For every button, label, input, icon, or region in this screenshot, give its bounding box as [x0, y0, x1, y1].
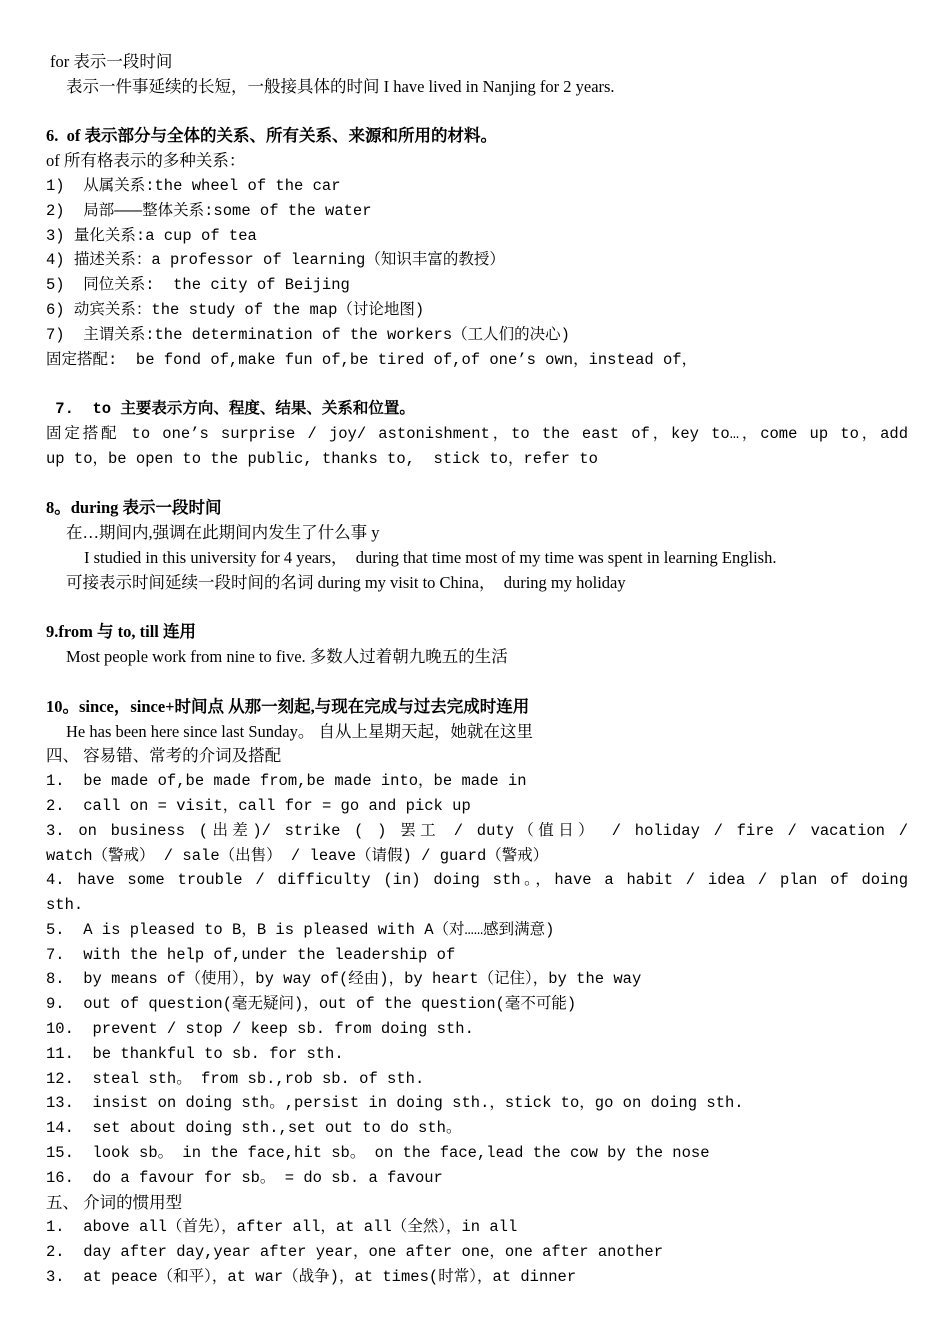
- text-line: 12. steal sth。 from sb.,rob sb. of sth.: [46, 1069, 425, 1088]
- section-heading: 9.from 与 to, till 连用: [46, 622, 197, 642]
- section-heading: 10。since，since+时间点 从那一刻起,与现在完成与过去完成时连用: [46, 696, 530, 716]
- text-line: 11. be thankful to sb. for sth.: [46, 1044, 344, 1063]
- text-line: 8. by means of（使用），by way of(经由)，by heart（记住），by the way: [46, 970, 642, 989]
- text-line: Most people work from nine to five. 多数人过着朝九晚五的生活: [66, 647, 508, 667]
- section-heading: 6. of 表示部分与全体的关系、所有关系、来源和所用的材料。: [46, 126, 497, 146]
- text-line: 7) 主谓关系:the determination of the workers（工人们的决心): [46, 325, 570, 344]
- blank-line: [46, 372, 908, 397]
- text-line: 4) 描述关系：a professor of learning（知识丰富的教授）: [46, 251, 505, 270]
- text-line: 16. do a favour for sb。 = do sb. a favour: [46, 1168, 443, 1187]
- text-line: 3. on business (出差)/ strike ( ) 罢工 / duty（值日） / holiday / fire / vacation /: [46, 821, 908, 840]
- section-heading: 7. to 主要表示方向、程度、结果、关系和位置。: [46, 400, 415, 419]
- text-line: 5) 同位关系: the city of Beijing: [46, 276, 350, 295]
- blank-line: [46, 596, 908, 621]
- text-line: 10. prevent / stop / keep sb. from doing sth.: [46, 1020, 474, 1039]
- text-line: 四、 容易错、常考的介词及搭配: [46, 746, 282, 766]
- text-line: sth.: [46, 896, 84, 915]
- blank-line: [46, 670, 908, 695]
- blank-line: [46, 100, 908, 125]
- document-body: [46, 50, 908, 1290]
- text-line: 9. out of question(毫无疑问)，out of the question(毫不可能): [46, 995, 577, 1014]
- section-heading: 8。during 表示一段时间: [46, 498, 222, 518]
- text-line: 7. with the help of,under the leadership of: [46, 945, 456, 964]
- text-line: 3. at peace（和平），at war（战争)，at times(时常），at dinner: [46, 1268, 577, 1287]
- text-line: 14. set about doing sth.,set out to do sth。: [46, 1119, 462, 1138]
- text-line: 在…期间内,强调在此期间内发生了什么事 y: [66, 523, 380, 543]
- text-line: 可接表示时间延续一段时间的名词 during my visit to China， during my holiday: [66, 572, 626, 592]
- text-line: 2. day after day,year after year，one after one，one after another: [46, 1243, 663, 1262]
- blank-line: [46, 472, 908, 497]
- text-line: up to，be open to the public, thanks to, stick to，refer to: [46, 449, 598, 468]
- text-line: 15. look sb。 in the face,hit sb。 on the face,lead the cow by the nose: [46, 1144, 710, 1163]
- text-line: 1. be made of,be made from,be made into，be made in: [46, 772, 527, 791]
- text-line: He has been here since last Sunday。 自从上星期天起，她就在这里: [66, 721, 533, 741]
- text-line: 固定搭配 to one’s surprise / joy/ astonishment，to the east of，key to…，come up to，add: [46, 424, 908, 443]
- text-line: I studied in this university for 4 years， during that time most of my time was spent in learning English.: [84, 547, 777, 567]
- text-line: 表示一件事延续的长短，一般接具体的时间 I have lived in Nanjing for 2 years.: [66, 76, 615, 96]
- text-line: 2) 局部———整体关系:some of the water: [46, 201, 372, 220]
- text-line: 3) 量化关系:a cup of tea: [46, 226, 257, 245]
- text-line: 五、 介词的惯用型: [46, 1192, 183, 1212]
- text-line: 固定搭配: be fond of,make fun of,be tired of,of one’s own，instead of，: [46, 350, 698, 369]
- text-line: 6) 动宾关系：the study of the map（讨论地图): [46, 300, 425, 319]
- text-line: 13. insist on doing sth。,persist in doing sth.，stick to，go on doing sth.: [46, 1094, 744, 1113]
- text-line: 1. above all（首先），after all，at all（全然），in all: [46, 1218, 518, 1237]
- text-line: 4. have some trouble / difficulty (in) doing sth。，have a habit / idea / plan of doing: [46, 871, 908, 890]
- text-line: of 所有格表示的多种关系：: [46, 151, 246, 171]
- text-line: 5. A is pleased to B，B is pleased with A（对……感到满意): [46, 920, 555, 939]
- text-line: watch（警戒） / sale（出售） / leave（请假) / guard（警戒）: [46, 846, 549, 865]
- text-line: 2. call on = visit，call for = go and pick up: [46, 796, 471, 815]
- text-line: for 表示一段时间: [50, 52, 173, 71]
- text-line: 1) 从属关系:the wheel of the car: [46, 176, 341, 195]
